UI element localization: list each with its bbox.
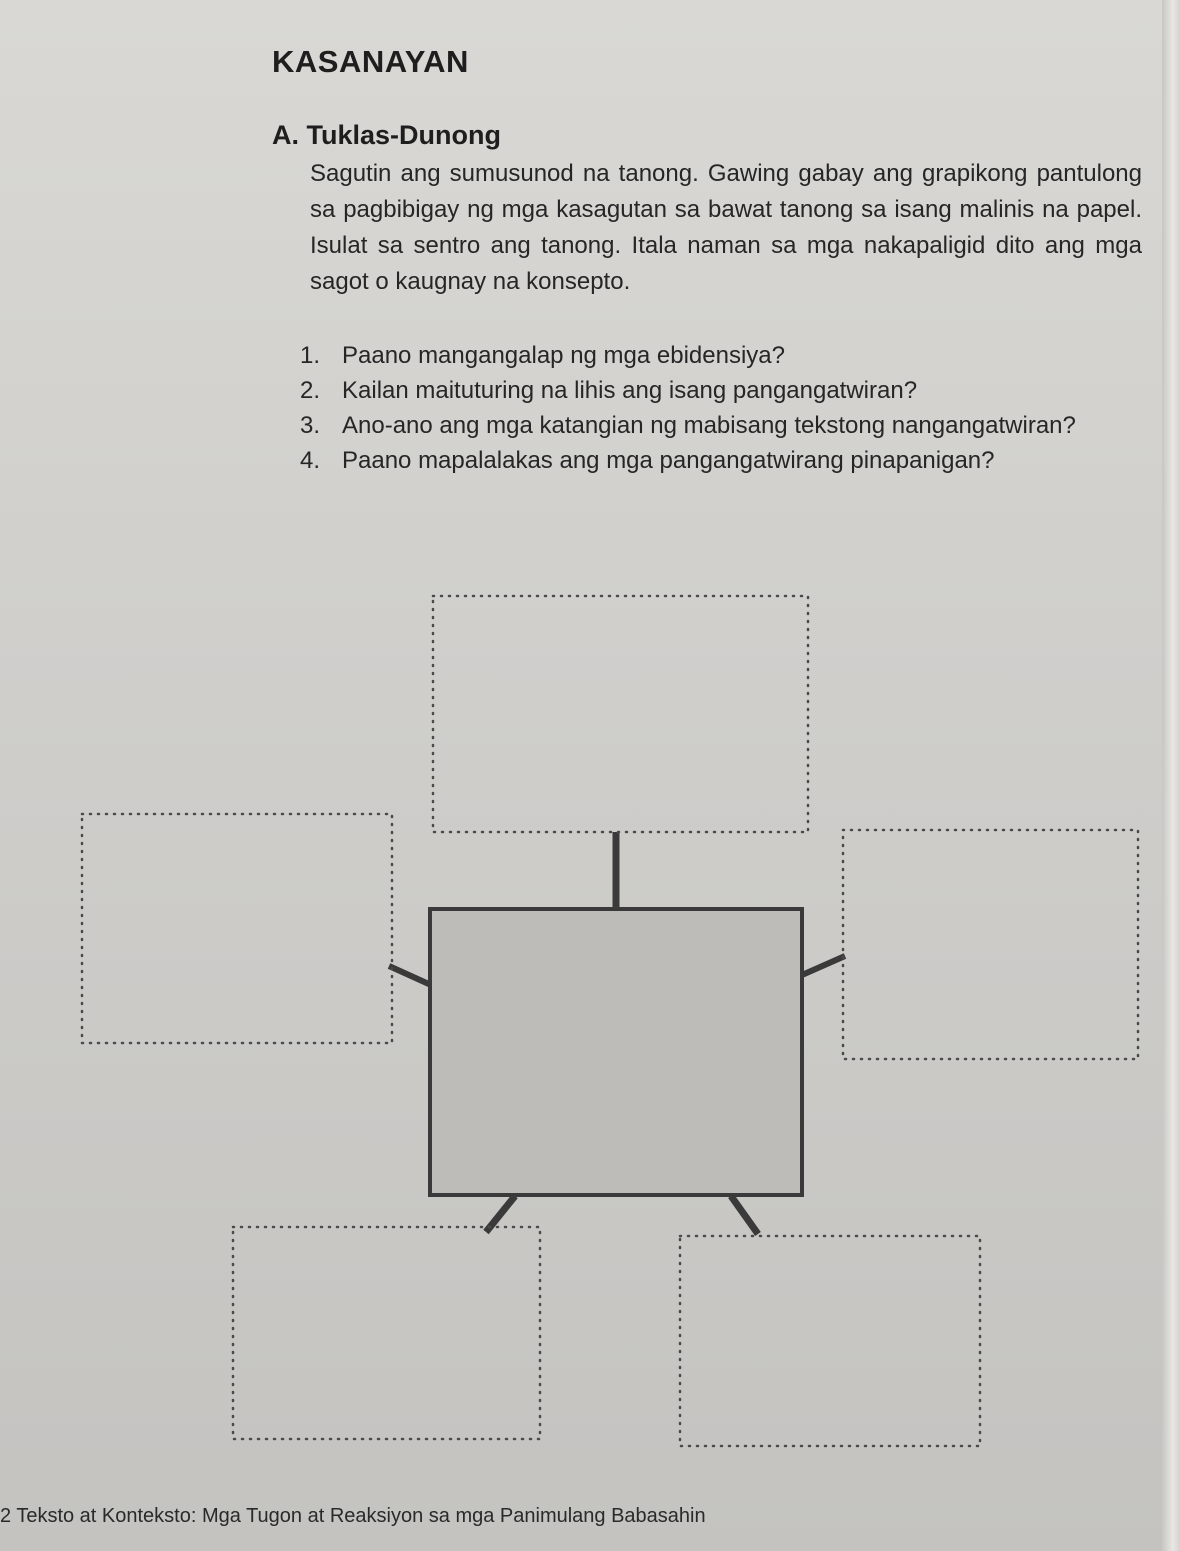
- activity-instructions: Sagutin ang sumusunod na tanong. Gawing gabay ang grapikong pantulong sa pagbibigay ng mga kasagutan sa bawat tanong sa isang malinis na papel. Isulat sa sentro ang tanong. Itala naman sa mga nakapaligid dito ang mga sagot o kaugnay na konsepto.: [310, 160, 1142, 295]
- answer-box-bottom-right: [680, 1236, 980, 1446]
- answer-box-right: [843, 830, 1138, 1059]
- question-number: 3.: [300, 412, 321, 439]
- connector-left: [389, 966, 431, 985]
- answer-box-left: [82, 814, 392, 1043]
- page-footer: 2 Teksto at Konteksto: Mga Tugon at Reaksiyon sa mga Panimulang Babasahin: [0, 1505, 706, 1527]
- activity-title: A. Tuklas-Dunong: [272, 120, 501, 150]
- connector-right: [802, 956, 845, 975]
- question-text: Ano-ano ang mga katangian ng mabisang tekstong nangangatwiran?: [342, 412, 1076, 439]
- question-number: 4.: [300, 447, 321, 474]
- center-question-box: [430, 909, 802, 1195]
- answer-box-bottom-left: [233, 1227, 540, 1439]
- question-number: 2.: [300, 377, 321, 404]
- answer-box-top: [433, 596, 808, 832]
- question-text: Paano mangangalap ng mga ebidensiya?: [342, 342, 786, 369]
- question-text: Kailan maituturing na lihis ang isang pangangatwiran?: [342, 377, 918, 404]
- section-title: KASANAYAN: [272, 44, 469, 79]
- question-text: Paano mapalalakas ang mga pangangatwirang pinapanigan?: [342, 447, 995, 474]
- question-number: 1.: [300, 342, 321, 369]
- connector-bottom-right: [731, 1196, 758, 1234]
